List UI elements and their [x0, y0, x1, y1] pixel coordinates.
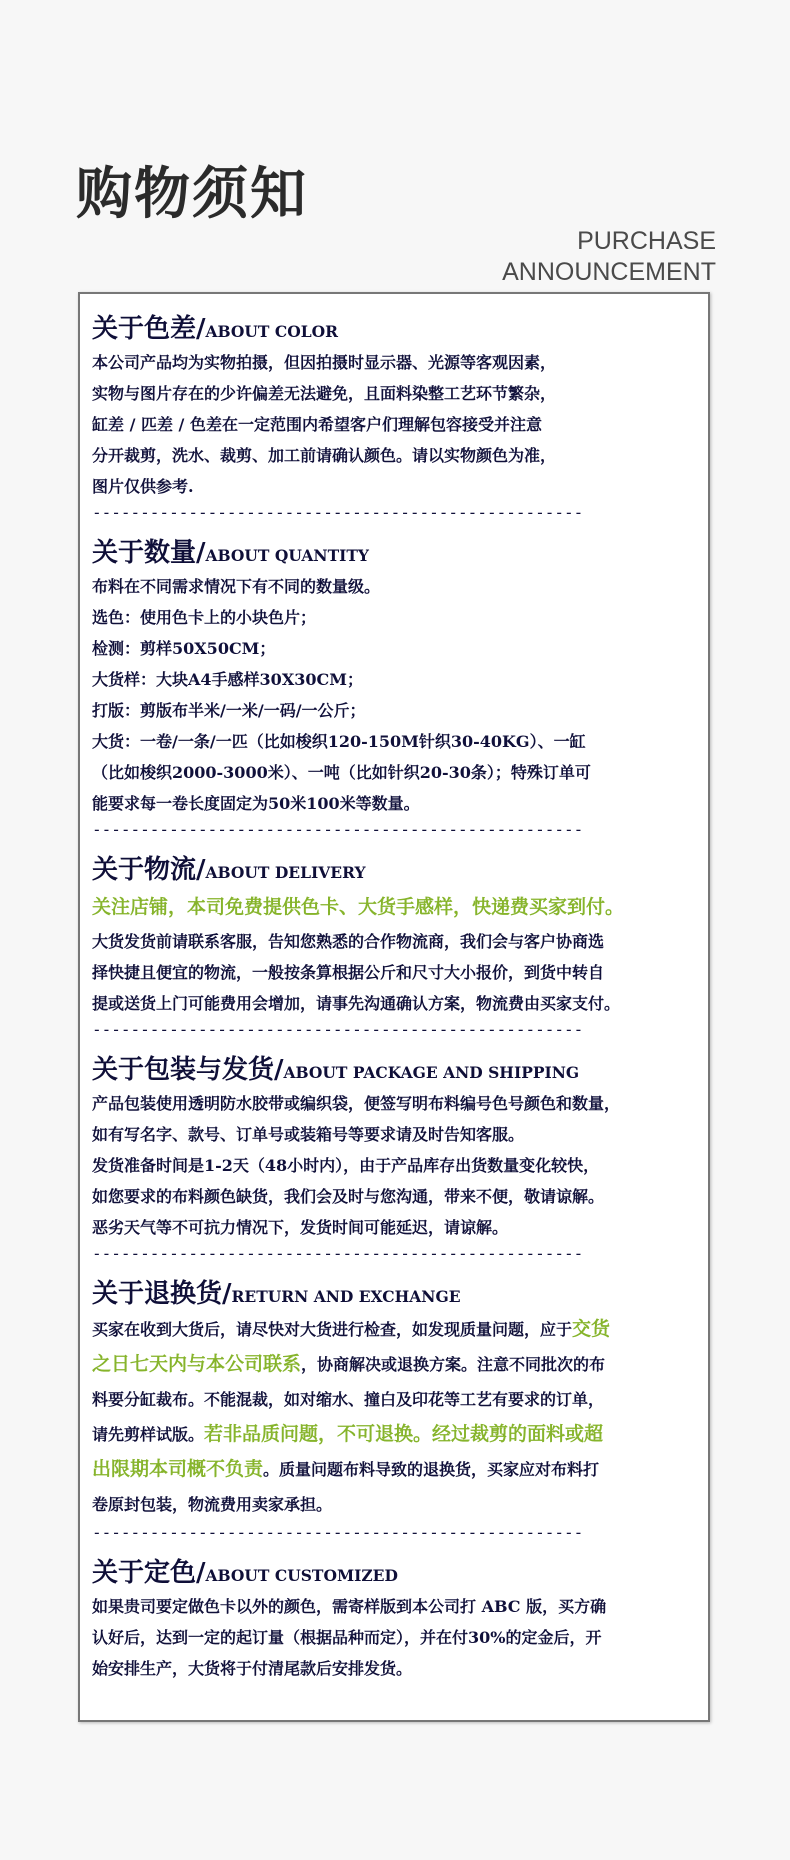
- body-line: 缸差 / 匹差 / 色差在一定范围内希望客户们理解包容接受并注意: [92, 415, 542, 434]
- dashed-divider: ---------------------------------------------------: [92, 1523, 584, 1542]
- body-line: 择快捷且便宜的物流，一般按条算根据公斤和尺寸大小报价，到货中转自: [92, 963, 605, 982]
- section-title-en: ABOUT PACKAGE AND SHIPPING: [283, 1063, 580, 1082]
- section-package-shipping: [92, 1049, 696, 1265]
- body-line: [92, 1487, 696, 1522]
- body-line: 产品包装使用透明防水胶带或编织袋，便签写明布料编号色号颜色和数量，: [92, 1094, 621, 1113]
- section-heading: [92, 1049, 696, 1086]
- section-title-en: ABOUT COLOR: [205, 322, 338, 341]
- body-line: 本公司产品均为实物拍摄，但因拍摄时显示器、光源等客观因素，: [92, 353, 557, 372]
- notice-box: [78, 292, 710, 1722]
- highlight-text: 出限期本司概不负责: [92, 1458, 264, 1480]
- body-line: 大货：一卷/一条/一匹（比如梭织120-150M针织30-40KG）、一缸: [92, 732, 586, 751]
- section-title-en: ABOUT QUANTITY: [205, 546, 369, 565]
- section-title: 关于物流/: [92, 855, 206, 885]
- page-subtitle-en: [502, 226, 716, 288]
- section-title: 关于数量/: [92, 538, 206, 568]
- body-line: 如果贵司要定做色卡以外的颜色，需寄样版到本公司打 ABC 版，买方确: [92, 1597, 607, 1616]
- section-title-en: ABOUT CUSTOMIZED: [205, 1566, 398, 1585]
- plain-text: 料要分缸裁布。不能混裁，如对缩水、撞白及印花等工艺有要求的订单，: [92, 1390, 605, 1409]
- body-line: 认好后，达到一定的起订量（根据品种而定），并在付30%的定金后，开: [92, 1628, 602, 1647]
- body-line: 检测：剪样50X50CM；: [92, 639, 276, 658]
- dashed-divider: ---------------------------------------------------: [92, 1020, 584, 1039]
- section-color: [92, 308, 696, 524]
- body-line: [92, 1417, 696, 1452]
- body-line: 发货准备时间是1-2天（48小时内），由于产品库存出货数量变化较快，: [92, 1156, 600, 1175]
- section-customized: [92, 1552, 696, 1684]
- body-line: 如有写名字、款号、订单号或装箱号等要求请及时告知客服。: [92, 1125, 525, 1144]
- section-title-en: RETURN AND EXCHANGE: [231, 1287, 461, 1306]
- section-title: 关于包装与发货/: [92, 1055, 284, 1085]
- body-line: 选色：使用色卡上的小块色片；: [92, 608, 317, 627]
- section-quantity: [92, 532, 696, 841]
- plain-text: 卷原封包装，物流费用卖家承担。: [92, 1495, 333, 1514]
- plain-text: 。质量问题布料导致的退换货，买家应对布料打: [263, 1460, 600, 1479]
- body-line: [92, 1452, 696, 1487]
- body-line: 大货发货前请联系客服，告知您熟悉的合作物流商，我们会与客户协商选: [92, 932, 605, 951]
- section-title: 关于色差/: [92, 314, 206, 344]
- section-heading: [92, 308, 696, 345]
- body-line: 打版：剪版布半米/一米/一码/一公斤；: [92, 701, 366, 720]
- section-heading: [92, 1273, 696, 1310]
- highlight-text: 若非品质问题，不可退换。经过裁剪的面料或超: [204, 1423, 604, 1445]
- body-line: [92, 1312, 696, 1347]
- plain-text: ，协商解决或退换方案。注意不同批次的布: [301, 1355, 606, 1374]
- plain-text: 买家在收到大货后，请尽快对大货进行检查，如发现质量问题，应于: [92, 1320, 573, 1339]
- body-line: 如您要求的布料颜色缺货，我们会及时与您沟通，带来不便，敬请谅解。: [92, 1187, 605, 1206]
- body-line: [92, 1347, 696, 1382]
- body-line: 实物与图片存在的少许偏差无法避免，且面料染整工艺环节繁杂，: [92, 384, 557, 403]
- body-line: 能要求每一卷长度固定为50米100米等数量。: [92, 794, 420, 813]
- section-title-en: ABOUT DELIVERY: [205, 863, 366, 882]
- body-line: 分开裁剪，洗水、裁剪、加工前请确认颜色。请以实物颜色为准，: [92, 446, 557, 465]
- highlight-line: 关注店铺，本司免费提供色卡、大货手感样，快递费买家到付。: [92, 896, 625, 918]
- plain-text: 请先剪样试版。: [92, 1425, 205, 1444]
- body-line: [92, 1382, 696, 1417]
- dashed-divider: ---------------------------------------------------: [92, 1244, 584, 1263]
- section-heading: [92, 1552, 696, 1589]
- section-title: 关于定色/: [92, 1558, 206, 1588]
- highlight-text: 之日七天内与本公司联系: [92, 1353, 302, 1375]
- section-title: 关于退换货/: [92, 1279, 232, 1309]
- body-line: 提或送货上门可能费用会增加，请事先沟通确认方案，物流费由买家支付。: [92, 994, 621, 1013]
- body-line: 始安排生产，大货将于付清尾款后安排发货。: [92, 1659, 413, 1678]
- dashed-divider: ---------------------------------------------------: [92, 503, 584, 522]
- page-title: 购物须知: [76, 162, 308, 227]
- subtitle-line-1: PURCHASE: [577, 227, 716, 255]
- dashed-divider: ---------------------------------------------------: [92, 820, 584, 839]
- section-heading: [92, 532, 696, 569]
- subtitle-line-2: ANNOUNCEMENT: [502, 258, 716, 286]
- body-line: 大货样：大块A4手感样30X30CM；: [92, 670, 363, 689]
- section-delivery: [92, 849, 696, 1041]
- body-line: 图片仅供参考.: [92, 477, 194, 496]
- section-return-exchange: [92, 1273, 696, 1544]
- body-line: （比如梭织2000-3000米）、一吨（比如针织20-30条）；特殊订单可: [92, 763, 591, 782]
- body-line: 恶劣天气等不可抗力情况下，发货时间可能延迟，请谅解。: [92, 1218, 509, 1237]
- highlight-text: 交货: [572, 1318, 611, 1340]
- body-line: 布料在不同需求情况下有不同的数量级。: [92, 577, 381, 596]
- section-heading: [92, 849, 696, 886]
